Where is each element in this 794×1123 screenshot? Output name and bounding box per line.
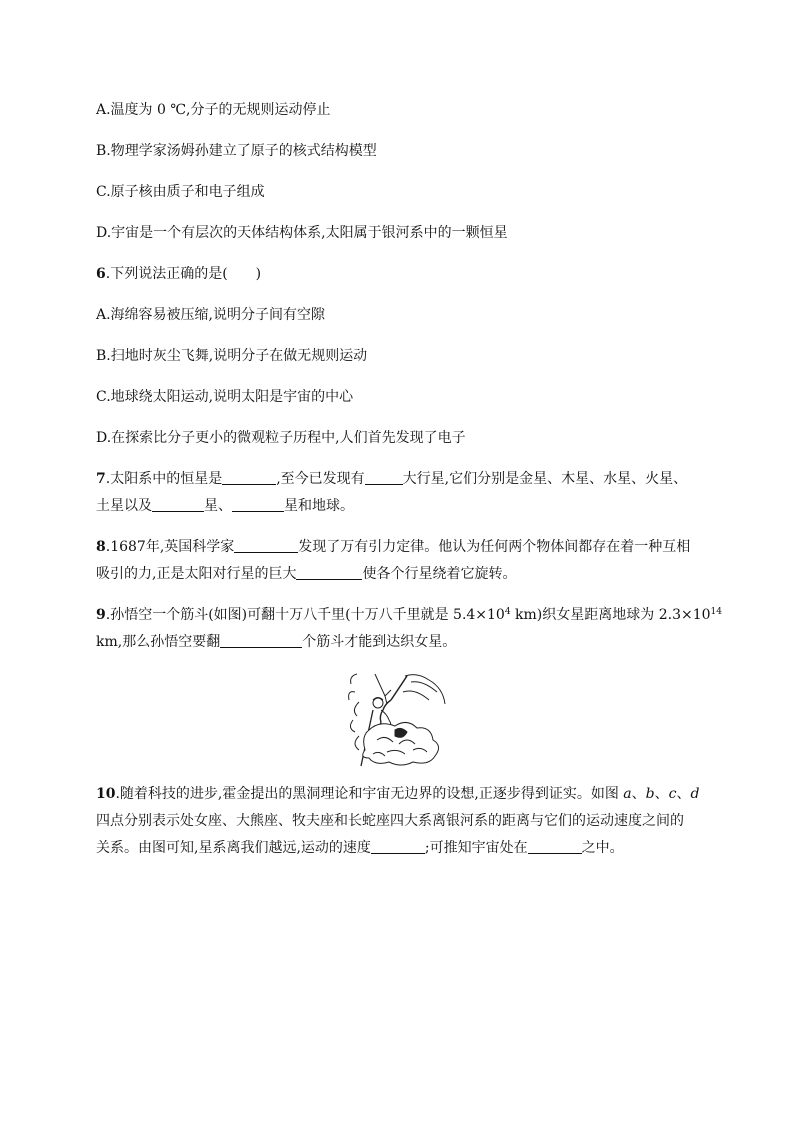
q7-blank-count[interactable] [365, 470, 403, 485]
q8-blank-force[interactable] [296, 565, 362, 580]
q6-number: 6 [96, 266, 106, 282]
q8-text-2: 发现了万有引力定律。他认为任何两个物体间都存在着一种互相 [298, 539, 691, 555]
q6-option-d: D.在探索比分子更小的微观粒子历程中,人们首先发现了电子 [96, 430, 466, 446]
q6-stem-text: .下列说法正确的是( ) [105, 266, 262, 282]
q8-text-3: 吸引的力,正是太阳对行星的巨大 [96, 566, 297, 582]
q10-line-2: 四点分别表示处女座、大熊座、牧夫座和长蛇座四大系离银河系的距离与它们的运动速度之间的 [96, 813, 684, 829]
q5-option-b: B.物理学家汤姆孙建立了原子的核式结构模型 [96, 143, 377, 159]
q6-option-a: A.海绵容易被压缩,说明分子间有空隙 [96, 307, 326, 323]
q10-line-1 [96, 784, 700, 804]
q6-stem [96, 264, 696, 284]
q8-number: 8 [96, 539, 106, 555]
q10-text-5: 之中。 [581, 840, 624, 856]
sun-wukong-illustration [345, 670, 451, 770]
q10-text-1: .随着科技的进步,霍金提出的黑洞理论和宇宙无边界的设想,正逐步得到证实。如图 [115, 786, 624, 802]
q9-exponent-2: 14 [710, 607, 722, 617]
q7-blank-star[interactable] [222, 470, 276, 485]
q9-blank-count[interactable] [220, 633, 302, 648]
q7-blank-planet-1[interactable] [152, 497, 204, 512]
q10-var-b: b [645, 786, 655, 802]
q10-sep-1: 、 [631, 786, 646, 802]
q8-text-4: 使各个行星绕着它旋转。 [362, 566, 517, 582]
q7-text-2: ,至今已发现有 [276, 471, 365, 487]
q10-text-4: ;可推知宇宙处在 [424, 840, 528, 856]
q7-line-2 [96, 496, 696, 516]
q7-number: 7 [96, 471, 106, 487]
q9-exponent-1: 4 [504, 607, 511, 617]
q9-text-3: km,那么孙悟空要翻 [96, 634, 221, 650]
q10-line-3 [96, 838, 696, 858]
q5-option-a: A.温度为 0 ℃,分子的无规则运动停止 [96, 102, 331, 118]
q10-var-c: c [668, 786, 677, 802]
q10-text-3: 关系。由图可知,星系离我们越远,运动的速度 [96, 840, 371, 856]
q10-blank-speed[interactable] [371, 839, 425, 854]
q10-blank-universe[interactable] [528, 839, 582, 854]
q7-text-4: 土星以及 [96, 498, 152, 514]
q6-option-b: B.扫地时灰尘飞舞,说明分子在做无规则运动 [96, 348, 368, 364]
q10-var-a: a [623, 786, 632, 802]
q7-text-1: .太阳系中的恒星是 [105, 471, 223, 487]
q10-var-d: d [690, 786, 700, 802]
q9-text-2: km)织女星距离地球为 2.3×10 [510, 607, 711, 623]
q8-text-1: .1687年,英国科学家 [105, 539, 235, 555]
q5-option-d: D.宇宙是一个有层次的天体结构体系,太阳属于银河系中的一颗恒星 [96, 225, 508, 241]
q10-number: 10 [96, 786, 116, 802]
q9-line-1 [96, 605, 722, 625]
q7-text-3: 大行星,它们分别是金星、木星、水星、火星、 [402, 471, 688, 487]
q7-text-5: 星、 [204, 498, 232, 514]
q10-sep-3: 、 [676, 786, 691, 802]
q8-line-2 [96, 564, 696, 584]
q6-option-c: C.地球绕太阳运动,说明太阳是宇宙的中心 [96, 389, 354, 405]
q7-line-1 [96, 469, 696, 489]
q7-blank-planet-2[interactable] [232, 497, 284, 512]
q8-blank-scientist[interactable] [234, 538, 298, 553]
q10-sep-2: 、 [654, 786, 669, 802]
q8-line-1 [96, 537, 696, 557]
q9-line-2 [96, 632, 696, 652]
q9-number: 9 [96, 607, 106, 623]
q7-text-6: 星和地球。 [284, 498, 354, 514]
q5-option-c: C.原子核由质子和电子组成 [96, 184, 265, 200]
q9-text-1: .孙悟空一个筋斗(如图)可翻十万八千里(十万八千里就是 5.4×10 [105, 607, 505, 623]
q9-text-4: 个筋斗才能到达织女星。 [302, 634, 457, 650]
